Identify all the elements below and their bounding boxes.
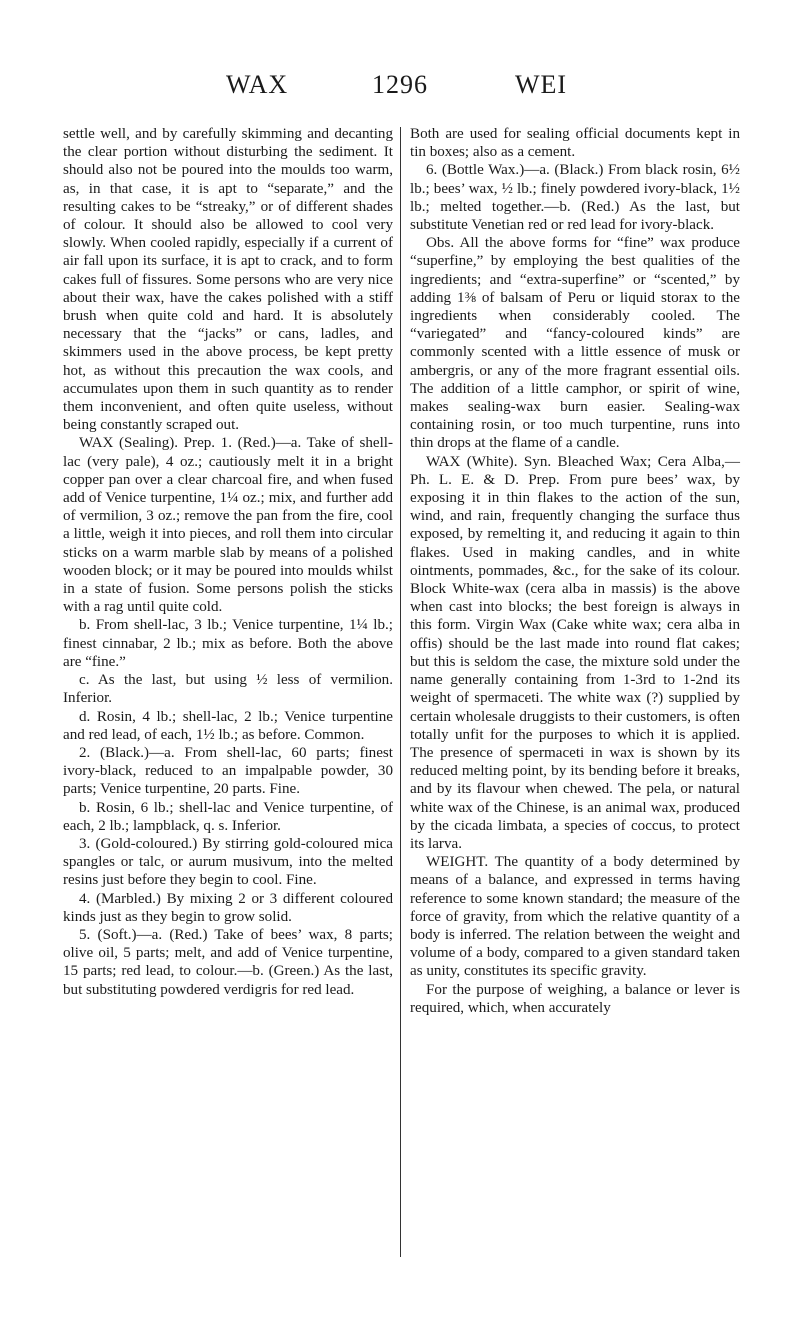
paragraph: Obs. All the above forms for “fine” wax produce “superfine,” by employing the best qualities of the ingredients; and “extra-superfine” or “scented,” by adding 1⅜ of balsam of Peru or liquid storax to the ingredients when considerably cooled. The “variegated” and “fancy-coloured kinds” are commonly scented with a little essence of musk or ambergris, or any of the more fragrant essential oils. The addition of a little camphor, or spirit of wine, makes sealing-wax burn easier. Sealing-wax containing rosin, or too much turpentine, runs into thin drops at the flame of a candle. (410, 235, 740, 452)
paragraph: 5. (Soft.)—a. (Red.) Take of bees’ wax, 8 parts; olive oil, 5 parts; melt, and add of Venice turpentine, 15 parts; red lead, to colour.—b. (Green.) As the last, but substituting powdered verdigris for red lead. (63, 926, 393, 998)
column-divider (400, 127, 401, 1257)
header-right-word: WEI (515, 70, 568, 99)
header-left-word: WAX (226, 70, 289, 99)
paragraph: b. From shell-lac, 3 lb.; Venice turpentine, 1¼ lb.; finest cinnabar, 2 lb.; mix as before. Both the above are “fine.” (63, 617, 393, 670)
running-head (0, 70, 800, 104)
right-column (410, 125, 740, 1017)
paragraph: 3. (Gold-coloured.) By stirring gold-coloured mica spangles or talc, or aurum musivum, into the melted resins just before they begin to cool. Fine. (63, 835, 393, 889)
entry-white-wax: WAX (White). Syn. Bleached Wax; Cera Alba,—Ph. L. E. & D. Prep. From pure bees’ wax, by exposing it in thin flakes to the action of the sun, wind, and rain, frequently changing the surface thus exposed, by remelting it, and reducing it again to thin flakes. Used in making candles, and in white ointments, pommades, &c., for the sake of its colour. Block White-wax (cera alba in massis) is the above when cast into blocks; the best foreign is always in this form. Virgin Wax (Cake white wax; cera alba in offis) should be the last made into round flat cakes; but this is seldom the case, the mixture sold under the name generally containing from 1-3rd to 1-2nd its weight of spermaceti. The white wax (?) supplied by certain wholesale druggists to their customers, is often totally unfit for the purposes to which it is applied. The presence of spermaceti in wax is shown by its reduced melting point, by its bending before it breaks, and by its flavour when chewed. The pela, or natural white wax of the Chinese, is an animal wax, produced by the cicada limbata, a species of coccus, to protect its larva. (410, 453, 740, 852)
entry-sealing-wax: WAX (Sealing). Prep. 1. (Red.)—a. Take of shell-lac (very pale), 4 oz.; cautiously melt it in a bright copper pan over a clear charcoal fire, and when fused add of Venice turpentine, 1¼ oz.; mix, and further add of vermilion, 3 oz.; remove the pan from the fire, cool a little, weigh it into pieces, and roll them into circular sticks on a warm marble slab by means of a polished wooden block; or it may be poured into moulds whilst in a state of fusion. Some persons polish the sticks with a rag until quite cold. (63, 435, 393, 616)
left-column (63, 125, 393, 999)
paragraph: b. Rosin, 6 lb.; shell-lac and Venice turpentine, of each, 2 lb.; lampblack, q. s. Inferior. (63, 799, 393, 834)
paragraph: 2. (Black.)—a. From shell-lac, 60 parts; finest ivory-black, reduced to an impalpable powder, 30 parts; Venice turpentine, 20 parts. Fine. (63, 744, 393, 798)
paragraph: settle well, and by carefully skimming and decanting the clear portion without disturbing the sediment. It should also not be poured into the moulds too warm, as, in that case, it is apt to “separate,” and the resulting cakes to be “streaky,” or of different shades of colour. It should also be allowed to cool very slowly. When cooled rapidly, especially if a current of air fall upon its surface, it is apt to crack, and to form cakes full of fissures. Some persons who are very nice about their wax, have the cakes polished with a stiff brush when quite cold and hard. It is absolutely necessary that the “jacks” or cans, ladles, and skimmers used in the above process, be kept pretty hot, as without this precaution the wax cools, and accumulates upon them in such quantity as to render them inconvenient, and often quite useless, without being constantly scraped out. (63, 126, 393, 434)
entry-weight: WEIGHT. The quantity of a body determined by means of a balance, and expressed in terms having reference to some known standard; the measure of the force of gravity, from which the relative quantity of a body is inferred. The relation between the weight and volume of a body, compared to a given standard taken as unity, constitutes its specific gravity. (410, 854, 740, 980)
paragraph: 6. (Bottle Wax.)—a. (Black.) From black rosin, 6½ lb.; bees’ wax, ½ lb.; finely powdered ivory-black, 1½ lb.; melted together.—b. (Red.) As the last, but substitute Venetian red or red lead for ivory-black. (410, 162, 740, 234)
paragraph: 4. (Marbled.) By mixing 2 or 3 different coloured kinds just as they begin to grow solid. (63, 890, 393, 925)
paragraph: d. Rosin, 4 lb.; shell-lac, 2 lb.; Venice turpentine and red lead, of each, 1½ lb.; as before. Common. (63, 708, 393, 743)
paragraph: Both are used for sealing official documents kept in tin boxes; also as a cement. (410, 126, 740, 161)
paragraph: For the purpose of weighing, a balance or lever is required, which, when accurately (410, 981, 740, 1016)
paragraph: c. As the last, but using ½ less of vermilion. Inferior. (63, 672, 393, 707)
page-number: 1296 (372, 70, 428, 99)
